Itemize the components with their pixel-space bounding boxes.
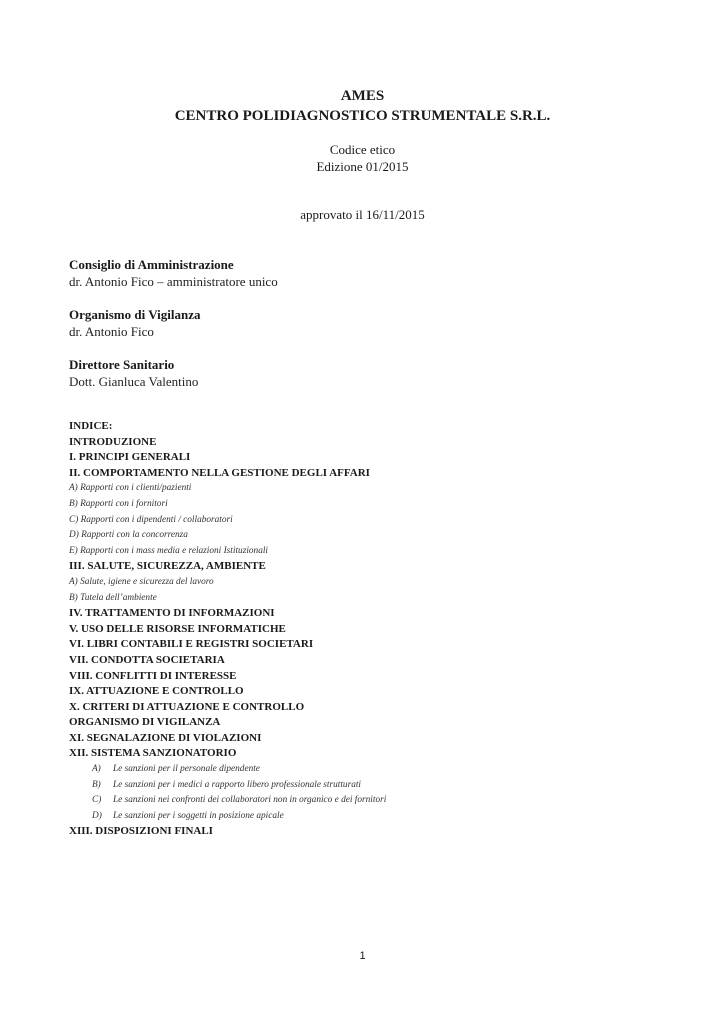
toc-entry: B) Tutela dell’ambiente [69, 592, 157, 603]
toc-entry: III. SALUTE, SICUREZZA, AMBIENTE [69, 560, 266, 573]
toc-entry: INDICE: [69, 420, 113, 432]
company-short-name: AMES [340, 88, 385, 104]
toc-entry: II. COMPORTAMENTO NELLA GESTIONE DEGLI AFFARI [69, 466, 370, 479]
document-title [0, 86, 725, 126]
company-full-name: CENTRO POLIDIAGNOSTICO STRUMENTALE S.R.L. [174, 108, 551, 124]
toc-entry-letter: A) [92, 764, 101, 775]
toc-entry-letter: B) [92, 779, 101, 790]
roles-section [69, 256, 278, 406]
role-medical-director [69, 356, 278, 390]
toc-entry: A) Rapporti con i clienti/pazienti [69, 483, 192, 494]
toc-entry: A) Salute, igiene e sicurezza del lavoro [69, 576, 214, 587]
document-edition: Edizione 01/2015 [316, 159, 409, 174]
toc-entry: VI. LIBRI CONTABILI E REGISTRI SOCIETARI [69, 638, 314, 651]
document-type: Codice etico [329, 142, 396, 157]
toc-entry [69, 793, 669, 809]
role-person: Dott. Gianluca Valentino [69, 374, 199, 389]
toc-entry: XI. SEGNALAZIONE DI VIOLAZIONI [69, 731, 262, 744]
role-heading: Organismo di Vigilanza [69, 307, 201, 322]
toc-entry: C) Rapporti con i dipendenti / collaboratori [69, 514, 233, 525]
toc-entry: INTRODUZIONE [69, 435, 157, 448]
role-heading: Direttore Sanitario [69, 357, 175, 372]
toc-entry: XIII. DISPOSIZIONI FINALI [69, 825, 213, 838]
role-heading: Consiglio di Amministrazione [69, 257, 234, 272]
role-board [69, 256, 278, 290]
role-person: dr. Antonio Fico [69, 324, 154, 339]
toc-entry: X. CRITERI DI ATTUAZIONE E CONTROLLO [69, 700, 305, 713]
toc-entry: VIII. CONFLITTI DI INTERESSE [69, 669, 237, 682]
toc-entry: XII. SISTEMA SANZIONATORIO [69, 747, 237, 760]
toc-entry [69, 809, 669, 825]
toc-entry: IX. ATTUAZIONE E CONTROLLO [69, 685, 244, 698]
toc-entry: I. PRINCIPI GENERALI [69, 451, 191, 464]
toc-entry [69, 778, 669, 794]
toc-entry-letter: D) [92, 810, 102, 821]
toc-entry: B) Rapporti con i fornitori [69, 498, 168, 509]
toc-entry-text: Le sanzioni nei confronti dei collaboratori non in organico e dei fornitori [113, 795, 387, 806]
toc-entry: E) Rapporti con i mass media e relazioni Istituzionali [69, 545, 269, 556]
role-supervisory-body [69, 306, 278, 340]
toc-entry [69, 762, 669, 778]
toc-entry: VII. CONDOTTA SOCIETARIA [69, 653, 225, 666]
role-person: dr. Antonio Fico – amministratore unico [69, 274, 278, 289]
page-number: 1 [359, 950, 366, 962]
document-subtitle [0, 141, 725, 175]
toc-entry: IV. TRATTAMENTO DI INFORMAZIONI [69, 607, 275, 620]
toc-entry: D) Rapporti con la concorrenza [69, 530, 188, 541]
table-of-contents [69, 419, 669, 840]
toc-entry-text: Le sanzioni per i soggetti in posizione apicale [113, 810, 284, 821]
toc-entry-text: Le sanzioni per il personale dipendente [113, 764, 260, 775]
toc-entry-letter: C) [92, 795, 102, 806]
toc-entry-text: Le sanzioni per i medici a rapporto libero professionale strutturati [113, 779, 362, 790]
toc-entry: V. USO DELLE RISORSE INFORMATICHE [69, 622, 286, 635]
approval-date: approvato il 16/11/2015 [300, 207, 425, 222]
toc-entry: ORGANISMO DI VIGILANZA [69, 716, 221, 729]
